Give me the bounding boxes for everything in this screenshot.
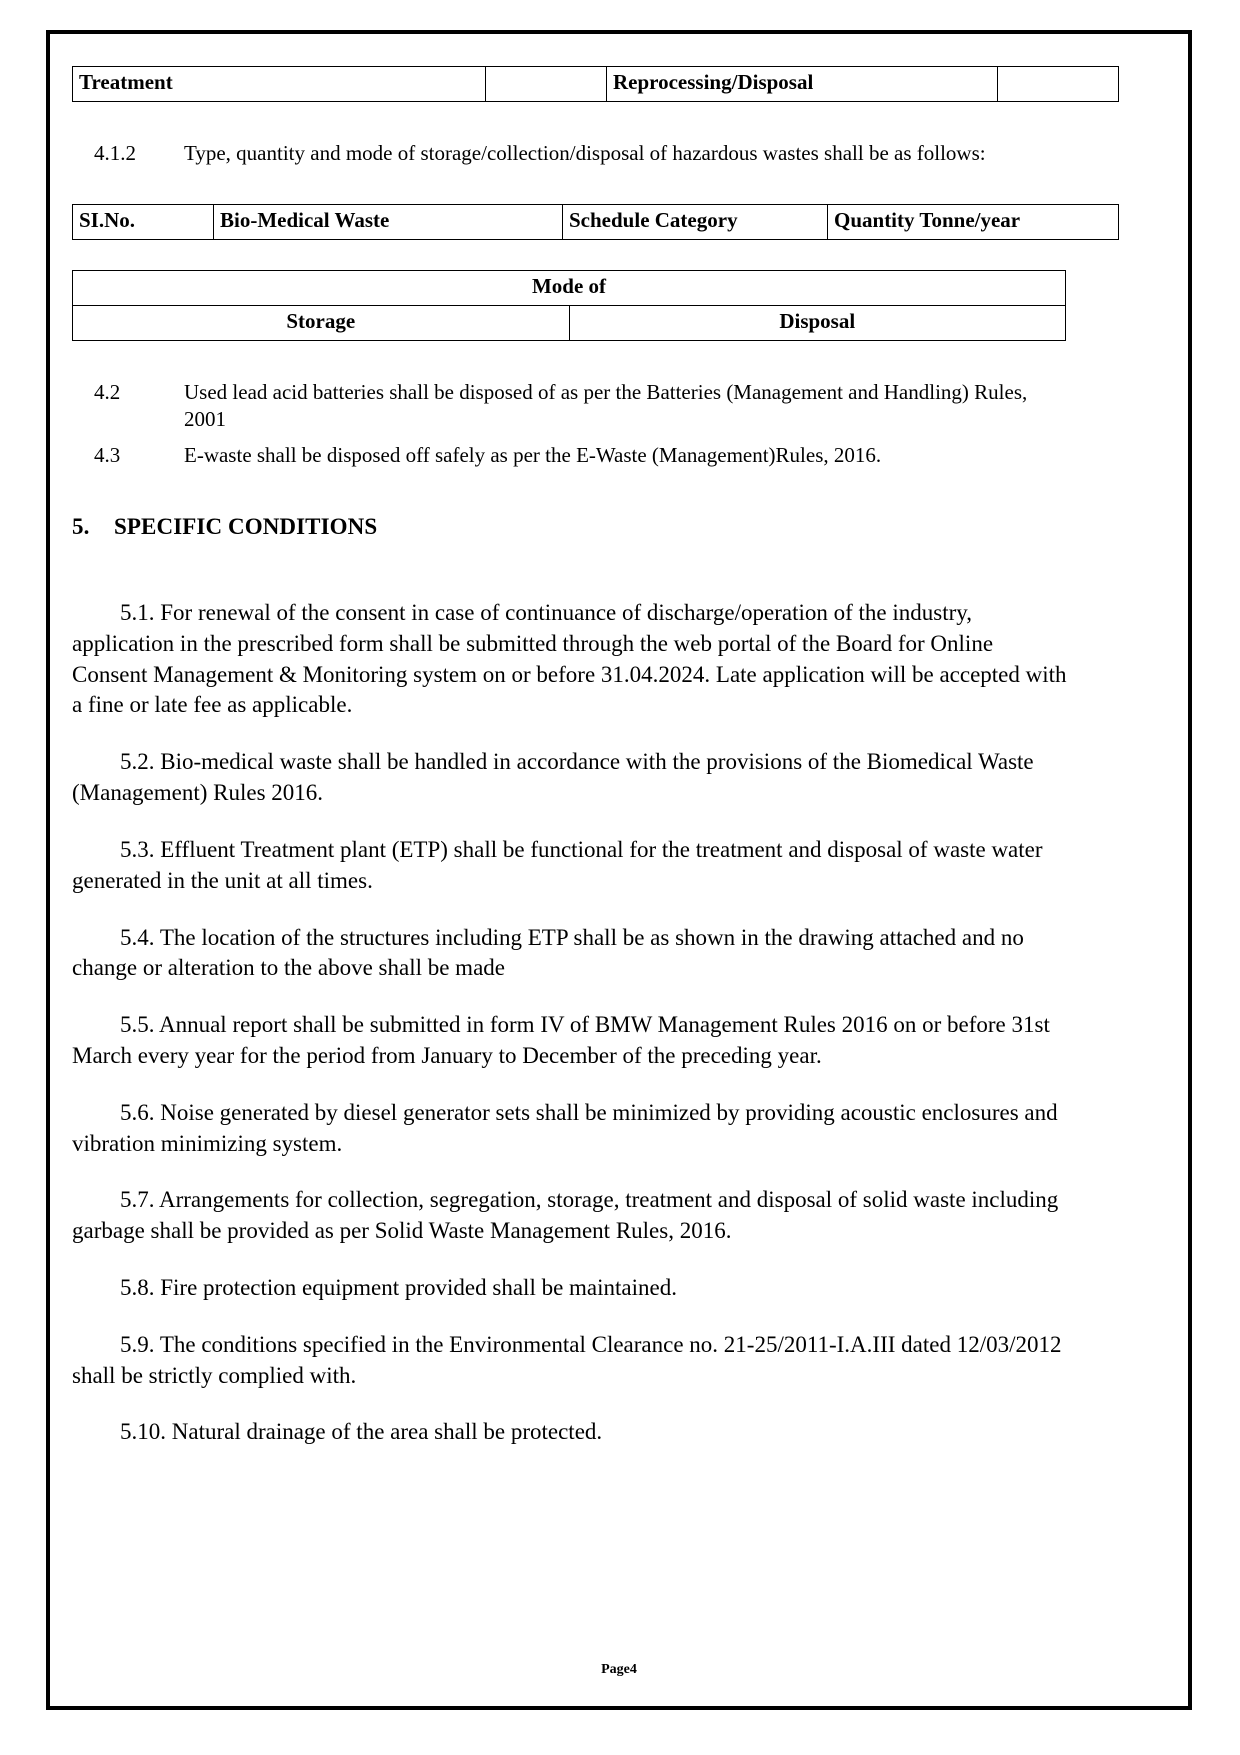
column-header-bio-medical-waste: Bio-Medical Waste [214, 205, 563, 240]
spacer [72, 240, 1072, 270]
condition-5-1: 5.1. For renewal of the consent in case of continuance of discharge/operation of the industry, application in the prescribed form shall be submitted through the web portal of the Board for Online Consent Management & Monitoring system on or before 31.04.2024. Late application will be accepted with a fine or late fee as applicable. [72, 600, 1067, 718]
spacer [72, 809, 1072, 835]
table-header-row [73, 271, 1066, 306]
condition-5-10: 5.10. Natural drainage of the area shall be protected. [120, 1419, 603, 1445]
condition-5-9: 5.9. The conditions specified in the Environmental Clearance no. 21-25/2011-I.A.III dated 12/03/2012 shall be strictly complied with. [72, 1331, 1062, 1388]
page-footer: Page4 [601, 1662, 637, 1677]
clause-4-2-text: Used lead acid batteries shall be disposed of as per the Batteries (Management and Handling) Rules, 2001 [184, 380, 1028, 431]
clause-4-2 [72, 379, 1072, 432]
condition-5-4: 5.4. The location of the structures including ETP shall be as shown in the drawing attached and no change or alteration to the above shall be made [72, 924, 1024, 981]
condition-5-3: 5.3. Effluent Treatment plant (ETP) shall be functional for the treatment and disposal of waste water generated in the unit at all times. [72, 836, 1043, 893]
document-content [72, 66, 1072, 1448]
cell-reprocessing-disposal: Reprocessing/Disposal [607, 67, 998, 102]
table-header-row [73, 306, 1066, 341]
cell-blank-1 [486, 67, 607, 102]
condition-5-8: 5.8. Fire protection equipment provided shall be maintained. [120, 1275, 677, 1300]
spacer [72, 1247, 1072, 1273]
page-title [72, 514, 1072, 540]
bio-medical-waste-table [72, 204, 1119, 240]
cell-treatment: Treatment [73, 67, 486, 102]
condition-5-5: 5.5. Annual report shall be submitted in form IV of BMW Management Rules 2016 on or before 31st March every year for the period from January to December of the preceding year. [72, 1012, 1050, 1068]
column-header-schedule-category: Schedule Category [563, 205, 828, 240]
table-header-row [73, 205, 1119, 240]
spacer [72, 166, 1072, 204]
spacer [72, 1072, 1072, 1098]
clause-4-1-2 [72, 140, 1072, 166]
section-title: SPECIFIC CONDITIONS [114, 514, 378, 539]
clause-4-3-text: E-waste shall be disposed off safely as per the E-Waste (Management)Rules, 2016. [184, 442, 882, 467]
mode-of-title: Mode of [73, 271, 1066, 306]
clause-4-3 [72, 442, 1072, 468]
page-inner [50, 34, 1188, 1706]
clause-4-3-number: 4.3 [94, 442, 121, 467]
page-border [46, 30, 1192, 1710]
treatment-table [72, 66, 1119, 102]
spacer [72, 721, 1072, 747]
condition-5-2: 5.2. Bio-medical waste shall be handled in accordance with the provisions of the Biomedical Waste (Management) Rules 2016. [72, 749, 1034, 806]
spacer [72, 540, 1072, 598]
spacer [72, 897, 1072, 923]
spacer [72, 341, 1072, 379]
column-header-quantity-tonne-year: Quantity Tonne/year [828, 205, 1119, 240]
condition-5-6: 5.6. Noise generated by diesel generator sets shall be minimized by providing acoustic enclosures and vibration minimizing system. [72, 1099, 1058, 1156]
section-number: 5. [72, 514, 90, 539]
spacer [72, 432, 1072, 442]
cell-blank-2 [998, 67, 1119, 102]
spacer [72, 468, 1072, 514]
spacer [72, 1391, 1072, 1417]
clause-4-1-2-number: 4.1.2 [94, 141, 136, 165]
column-header-storage: Storage [73, 306, 570, 341]
column-header-disposal: Disposal [569, 306, 1066, 341]
column-header-sl-no: SI.No. [73, 205, 214, 240]
clause-4-1-2-text: Type, quantity and mode of storage/collection/disposal of hazardous wastes shall be as follows: [184, 141, 986, 165]
spacer [72, 984, 1072, 1010]
spacer [72, 102, 1072, 140]
spacer [72, 1159, 1072, 1185]
condition-5-7: 5.7. Arrangements for collection, segregation, storage, treatment and disposal of solid waste including garbage shall be provided as per Solid Waste Management Rules, 2016. [72, 1187, 1059, 1244]
spacer [72, 1304, 1072, 1330]
mode-of-table [72, 270, 1066, 341]
clause-4-2-number: 4.2 [94, 380, 121, 405]
table-row [73, 67, 1119, 102]
